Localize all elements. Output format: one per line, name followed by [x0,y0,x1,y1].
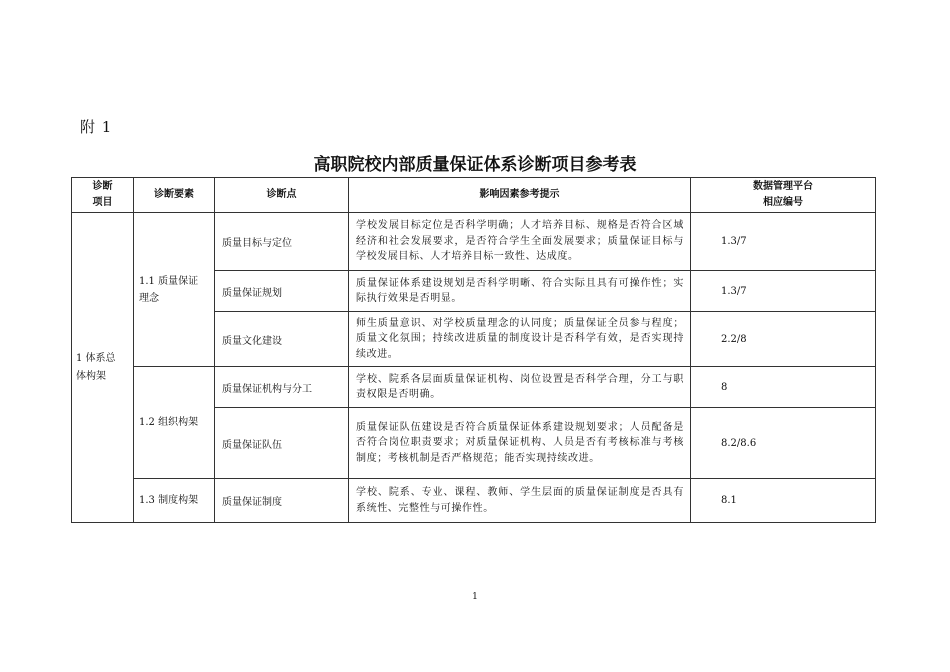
code-cell: 2.2/8 [691,312,876,367]
point-cell: 质量保证规划 [215,271,349,312]
header-project-line1: 诊断 [92,181,113,192]
element-line1: 1.3 制度构架 [139,495,199,506]
code-cell: 8 [691,367,876,408]
diagnosis-table [71,177,876,523]
element-line2: 理念 [139,292,159,304]
header-code [691,178,876,213]
code-cell: 1.3/7 [691,271,876,312]
header-point: 诊断点 [215,178,349,213]
element-cell [134,479,215,523]
element-cell [134,367,215,479]
project-line2: 体构架 [76,370,106,382]
code-cell: 8.2/8.6 [691,408,876,479]
hint-cell: 学校发展目标定位是否科学明确；人才培养目标、规格是否符合区域经济和社会发展要求，是否符合学生全面发展要求；质量保证目标与学校发展目标、人才培养目标一致性、达成度。 [349,213,691,271]
element-line1: 1.1 质量保证 [139,275,199,287]
table-row [72,213,876,271]
code-cell: 8.1 [691,479,876,523]
hint-cell: 质量保证体系建设规划是否科学明晰、符合实际且具有可操作性；实际执行效果是否明显。 [349,271,691,312]
point-cell: 质量保证队伍 [215,408,349,479]
project-line1: 1 体系总 [76,352,116,364]
hint-cell: 学校、院系、专业、课程、教师、学生层面的质量保证制度是否具有系统性、完整性与可操作性。 [349,479,691,523]
point-cell: 质量目标与定位 [215,213,349,271]
header-hint: 影响因素参考提示 [349,178,691,213]
table-row [72,479,876,523]
hint-cell: 学校、院系各层面质量保证机构、岗位设置是否科学合理，分工与职责权限是否明确。 [349,367,691,408]
element-cell [134,213,215,367]
header-code-line2: 相应编号 [763,197,803,208]
point-cell: 质量保证机构与分工 [215,367,349,408]
header-element: 诊断要素 [134,178,215,213]
hint-cell: 质量保证队伍建设是否符合质量保证体系建设规划要求；人员配备是否符合岗位职责要求；对质量保证机构、人员是否有考核标准与考核制度；考核机制是否严格规范；能否实现持续改进。 [349,408,691,479]
appendix-label: 附 1 [80,118,113,136]
project-cell [72,213,134,523]
page-number: 1 [472,592,478,602]
header-project-line2: 项目 [92,197,113,208]
code-cell: 1.3/7 [691,213,876,271]
header-code-line1: 数据管理平台 [753,181,813,192]
hint-cell: 师生质量意识、对学校质量理念的认同度；质量保证全员参与程度；质量文化氛围；持续改进质量的制度设计是否科学有效，是否实现持续改进。 [349,312,691,367]
document-title: 高职院校内部质量保证体系诊断项目参考表 [313,155,637,175]
point-cell: 质量保证制度 [215,479,349,523]
header-project [72,178,134,213]
element-line1: 1.2 组织构架 [139,417,199,428]
table-row [72,367,876,408]
table-header-row [72,178,876,213]
point-cell: 质量文化建设 [215,312,349,367]
